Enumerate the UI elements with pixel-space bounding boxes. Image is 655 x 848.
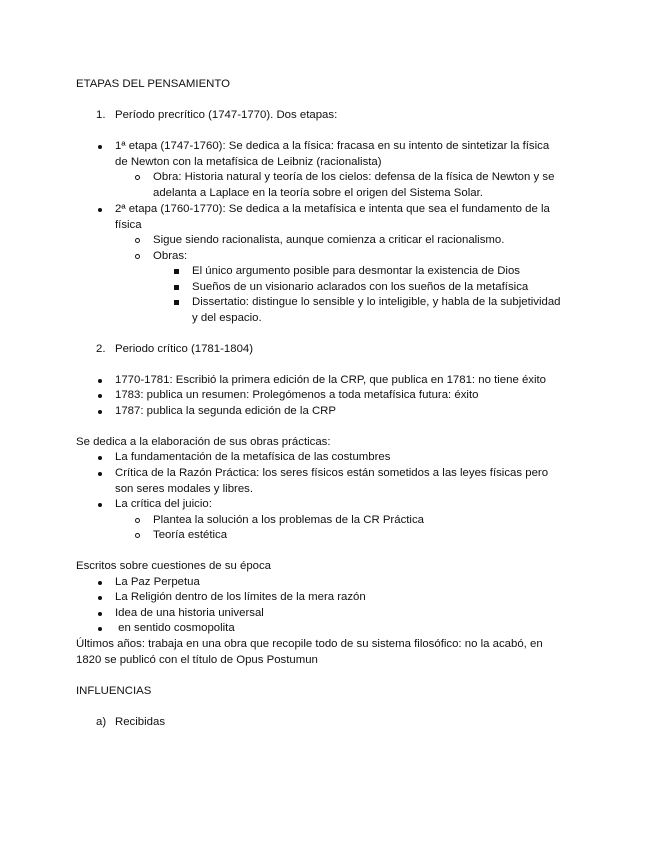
- ultimos-line1: Últimos años: trabaja en una obra que recopile todo de su sistema filosófico: no la acabó, en: [76, 638, 543, 650]
- etapa2-sub2: Obras:: [153, 250, 188, 262]
- practicas-item-3: La crítica del juicio:: [115, 498, 212, 510]
- obra-item-3: Dissertatio: distingue lo sensible y lo inteligible, y habla de la subjetividad: [192, 296, 561, 308]
- critico-item-1: 1770-1781: Escribió la primera edición de la CRP, que publica en 1781: no tiene éxito: [115, 374, 547, 386]
- bullet-square-icon: [174, 285, 179, 290]
- practicas-intro: Se dedica a la elaboración de sus obras prácticas:: [76, 436, 331, 448]
- etapa1-obra-line1: Obra: Historia natural y teoría de los cielos: defensa de la física de Newton y se: [153, 171, 555, 183]
- bullet-disc-icon: [98, 208, 102, 212]
- bullet-disc-icon: [98, 145, 102, 149]
- bullet-disc-icon: [98, 627, 102, 631]
- bullet-circle-icon: [135, 175, 140, 180]
- etapa1-obra-line2: adelanta a Laplace en la teoría sobre el origen del Sistema Solar.: [153, 187, 483, 199]
- escritos-item-2: La Religión dentro de los límites de la mera razón: [115, 591, 366, 603]
- bullet-disc-icon: [98, 612, 102, 616]
- etapa2-sub1: Sigue siendo racionalista, aunque comienza a criticar el racionalismo.: [153, 234, 505, 246]
- critico-item-3: 1787: publica la segunda edición de la CRP: [115, 405, 337, 417]
- bullet-disc-icon: [98, 596, 102, 600]
- etapa1-line1: 1ª etapa (1747-1760): Se dedica a la física: fracasa en su intento de sintetizar la física: [115, 140, 550, 152]
- etapa2-line1: 2ª etapa (1760-1770): Se dedica a la metafísica e intenta que sea el fundamento de la: [115, 203, 550, 215]
- bullet-square-icon: [174, 300, 179, 305]
- escritos-item-4: en sentido cosmopolita: [115, 622, 235, 634]
- precritico-title: Período precrítico (1747-1770). Dos etapas:: [115, 109, 338, 121]
- critico-item-2: 1783: publica un resumen: Prolegómenos a toda metafísica futura: éxito: [115, 389, 479, 401]
- bullet-disc-icon: [98, 503, 102, 507]
- recibidas-title: Recibidas: [115, 716, 166, 728]
- bullet-disc-icon: [98, 472, 102, 476]
- bullet-disc-icon: [98, 379, 102, 383]
- practicas-item-1: La fundamentación de la metafísica de las costumbres: [115, 451, 391, 463]
- bullet-circle-icon: [135, 238, 140, 243]
- practicas-item-2-line2: son seres modales y libres.: [115, 483, 254, 495]
- bullet-disc-icon: [98, 456, 102, 460]
- etapa1-line2: de Newton con la metafísica de Leibniz (racionalista): [115, 156, 382, 168]
- obra-item-1: El único argumento posible para desmontar la existencia de Dios: [192, 265, 520, 277]
- practicas-sub-1: Plantea la solución a los problemas de la CR Práctica: [153, 514, 424, 526]
- bullet-circle-icon: [135, 518, 140, 523]
- bullet-circle-icon: [135, 533, 140, 538]
- critico-title: Periodo crítico (1781-1804): [115, 343, 254, 355]
- ultimos-line2: 1820 se publicó con el título de Opus Postumun: [76, 654, 318, 666]
- etapa2-line2: física: [115, 219, 142, 231]
- bullet-circle-icon: [135, 254, 140, 259]
- escritos-item-3: Idea de una historia universal: [115, 607, 264, 619]
- obra-item-3-line2: y del espacio.: [192, 312, 262, 324]
- section-heading-influencias: INFLUENCIAS: [76, 685, 152, 697]
- bullet-disc-icon: [98, 581, 102, 585]
- bullet-disc-icon: [98, 394, 102, 398]
- escritos-intro: Escritos sobre cuestiones de su época: [76, 560, 272, 572]
- escritos-item-1: La Paz Perpetua: [115, 576, 200, 588]
- section-heading-etapas: ETAPAS DEL PENSAMIENTO: [76, 78, 231, 90]
- obra-item-2: Sueños de un visionario aclarados con los sueños de la metafísica: [192, 281, 529, 293]
- list-number-2: 2.: [96, 343, 106, 355]
- practicas-item-2-line1: Crítica de la Razón Práctica: los seres físicos están sometidos a las leyes físicas pero: [115, 467, 549, 479]
- bullet-square-icon: [174, 269, 179, 274]
- practicas-sub-2: Teoría estética: [153, 529, 228, 541]
- bullet-disc-icon: [98, 410, 102, 414]
- list-number-1: 1.: [96, 109, 106, 121]
- list-letter-a: a): [96, 716, 107, 728]
